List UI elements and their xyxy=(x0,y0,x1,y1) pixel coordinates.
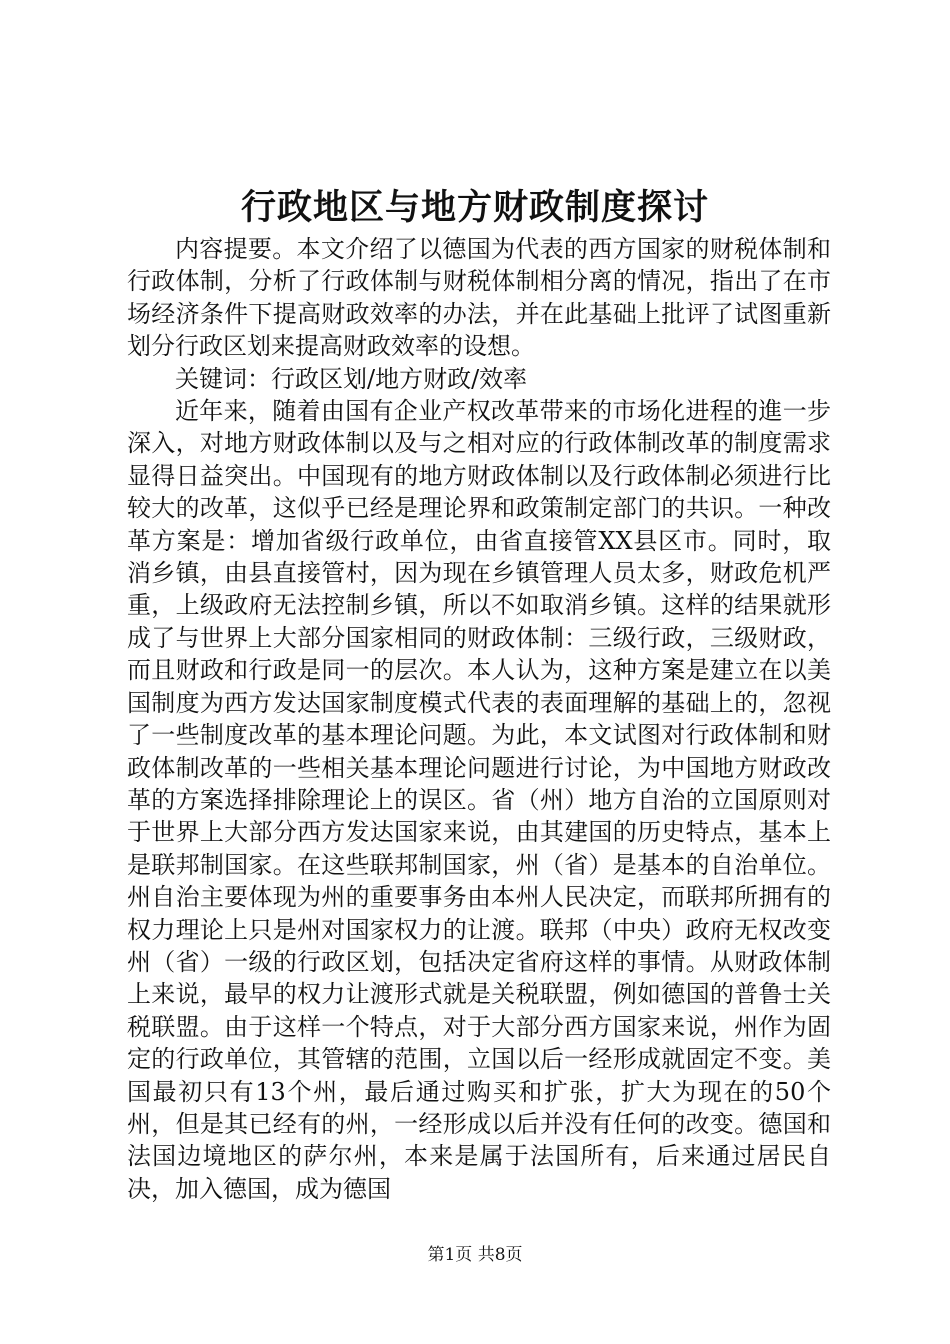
document-title: 行政地区与地方财政制度探讨 xyxy=(240,187,709,228)
keywords-paragraph: 关键词：行政区划/地方财政/效率 xyxy=(175,364,528,393)
abstract-paragraph: 内容提要。本文介绍了以德国为代表的西方国家的财税体制和行政体制，分析了行政体制与财税体制相分离的情况，指出了在市场经济条件下提高财政效率的办法，并在此基础上批评了试图重新划分行政区划来提高财政效率的设想。 xyxy=(127,235,831,361)
page-number-footer: 第1页 共8页 xyxy=(427,1245,523,1265)
body-paragraph: 近年来，随着由国有企业产权改革带来的市场化进程的進一步深入，对地方财政体制以及与之相对应的行政体制改革的制度需求显得日益突出。中国现有的地方财政体制以及行政体制必须进行比较大的改革，这似乎已经是理论界和政策制定部门的共识。一种改革方案是：增加省级行政单位，由省直接管XX县区市。同时，取消乡镇，由县直接管村，因为现在乡镇管理人员太多，财政危机严重，上级政府无法控制乡镇，所以不如取消乡镇。这样的结果就形成了与世界上大部分国家相同的财政体制：三级行政，三级财政，而且财政和行政是同一的层次。本人认为，这种方案是建立在以美国制度为西方发达国家制度模式代表的表面理解的基础上的，忽视了一些制度改革的基本理论问题。为此，本文试图对行政体制和财政体制改革的一些相关基本理论问题进行讨论，为中国地方财政改革的方案选择排除理论上的误区。省（州）地方自治的立国原则对于世界上大部分西方发达国家来说，由其建国的历史特点，基本上是联邦制国家。在这些联邦制国家，州（省）是基本的自治单位。州自治主要体现为州的重要事务由本州人民决定，而联邦所拥有的权力理论上只是州对国家权力的让渡。联邦（中央）政府无权改变州（省）一级的行政区划，包括决定省府这样的事情。从财政体制上来说，最早的权力让渡形式就是关税联盟，例如德国的普鲁士关税联盟。由于这样一个特点，对于大部分西方国家来说，州作为固定的行政单位，其管辖的范围，立国以后一经形成就固定不变。美国最初只有13个州，最后通过购买和扩张，扩大为现在的50个州，但是其已经有的州，一经形成以后并没有任何的改变。德国和法国边境地区的萨尔州，本来是属于法国所有，后来通过居民自决，加入德国，成为德国 xyxy=(127,397,831,1203)
document-content xyxy=(127,233,831,1205)
